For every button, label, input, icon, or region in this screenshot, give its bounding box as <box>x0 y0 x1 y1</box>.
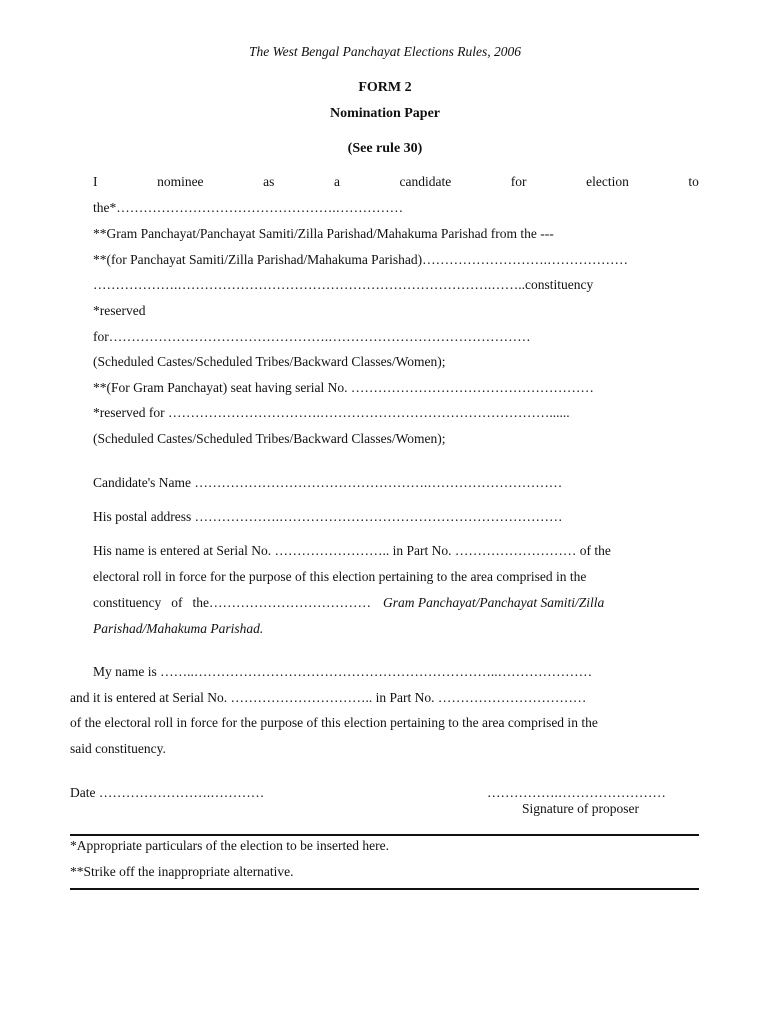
panchayat-samiti-line: **(for Panchayat Samiti/Zilla Parishad/Mahakuma Parishad)……………………….……………… <box>93 252 629 267</box>
reserved-line: *reserved <box>93 303 146 318</box>
constituency-of-line <box>93 595 604 611</box>
candidate-name-line: Candidate's Name …………………………………………….………………………… <box>93 475 563 490</box>
signature-dots: …………….…………………… <box>487 785 666 800</box>
seat-reserved-line: *reserved for …………………………….……………………………………………...... <box>93 405 570 420</box>
signature-label: Signature of proposer <box>522 801 639 816</box>
said-constituency-line: said constituency. <box>70 741 166 756</box>
categories-line: (Scheduled Castes/Scheduled Tribes/Backward Classes/Women); <box>93 431 446 446</box>
mahakuma-parishad-line: Parishad/Mahakuma Parishad. <box>93 621 264 636</box>
rules-title: The West Bengal Panchayat Elections Rules, 2006 <box>248 44 522 59</box>
nominee-word: to <box>688 174 699 189</box>
postal-address-line: His postal address ……………….……………………………………………………… <box>93 509 563 524</box>
constituency-word: constituency <box>93 595 162 610</box>
footnote-strike-off: **Strike off the inappropriate alternative. <box>70 864 294 879</box>
constituency-line: ……………….…………………………………………………………….……..constituency <box>93 277 594 292</box>
footnote-bottom-rule <box>70 888 699 890</box>
constituency-bodies: Gram Panchayat/Panchayat Samiti/Zilla <box>382 595 605 610</box>
footnote-top-rule <box>70 834 699 836</box>
form-name: Nomination Paper <box>329 106 441 121</box>
footnote-particulars: *Appropriate particulars of the election to be inserted here. <box>70 838 389 853</box>
date-line: Date …………………….………… <box>70 785 265 800</box>
nominee-word: candidate <box>399 174 452 189</box>
gram-panchayat-line: **Gram Panchayat/Panchayat Samiti/Zilla Parishad/Mahakuma Parishad from the --- <box>93 226 554 241</box>
constituency-word: the……………………………… <box>192 595 371 610</box>
election-body-line: the*………………………………………….…………… <box>93 200 404 215</box>
nominee-word: I <box>93 174 98 189</box>
nominee-word: for <box>510 174 527 189</box>
electoral-roll-line: electoral roll in force for the purpose of this election pertaining to the area comprised in the <box>93 569 587 584</box>
proposer-roll-line: of the electoral roll in force for the purpose of this election pertaining to the area comprised in the <box>70 715 598 730</box>
nominee-word: nominee <box>157 174 204 189</box>
rule-reference: (See rule 30) <box>347 141 423 156</box>
form-number: FORM 2 <box>358 80 412 95</box>
proposer-name-line: My name is ……..…………………………………………………………..………………… <box>93 664 593 679</box>
proposer-serial-line: and it is entered at Serial No. ………………………….. in Part No. …………………………… <box>70 690 587 705</box>
nominee-word: as <box>263 174 275 189</box>
nominee-word: election <box>586 174 629 189</box>
nominee-statement-line <box>93 174 699 190</box>
nominee-word: a <box>333 174 340 189</box>
categories-line: (Scheduled Castes/Scheduled Tribes/Backward Classes/Women); <box>93 354 446 369</box>
seat-serial-line: **(For Gram Panchayat) seat having serial No. ……………………………………………… <box>93 380 594 395</box>
reserved-for-line: for………………………………………….……………………………………… <box>93 329 531 344</box>
candidate-serial-line: His name is entered at Serial No. …………………….. in Part No. ……………………… of the <box>93 543 611 558</box>
constituency-word: of <box>171 595 183 610</box>
